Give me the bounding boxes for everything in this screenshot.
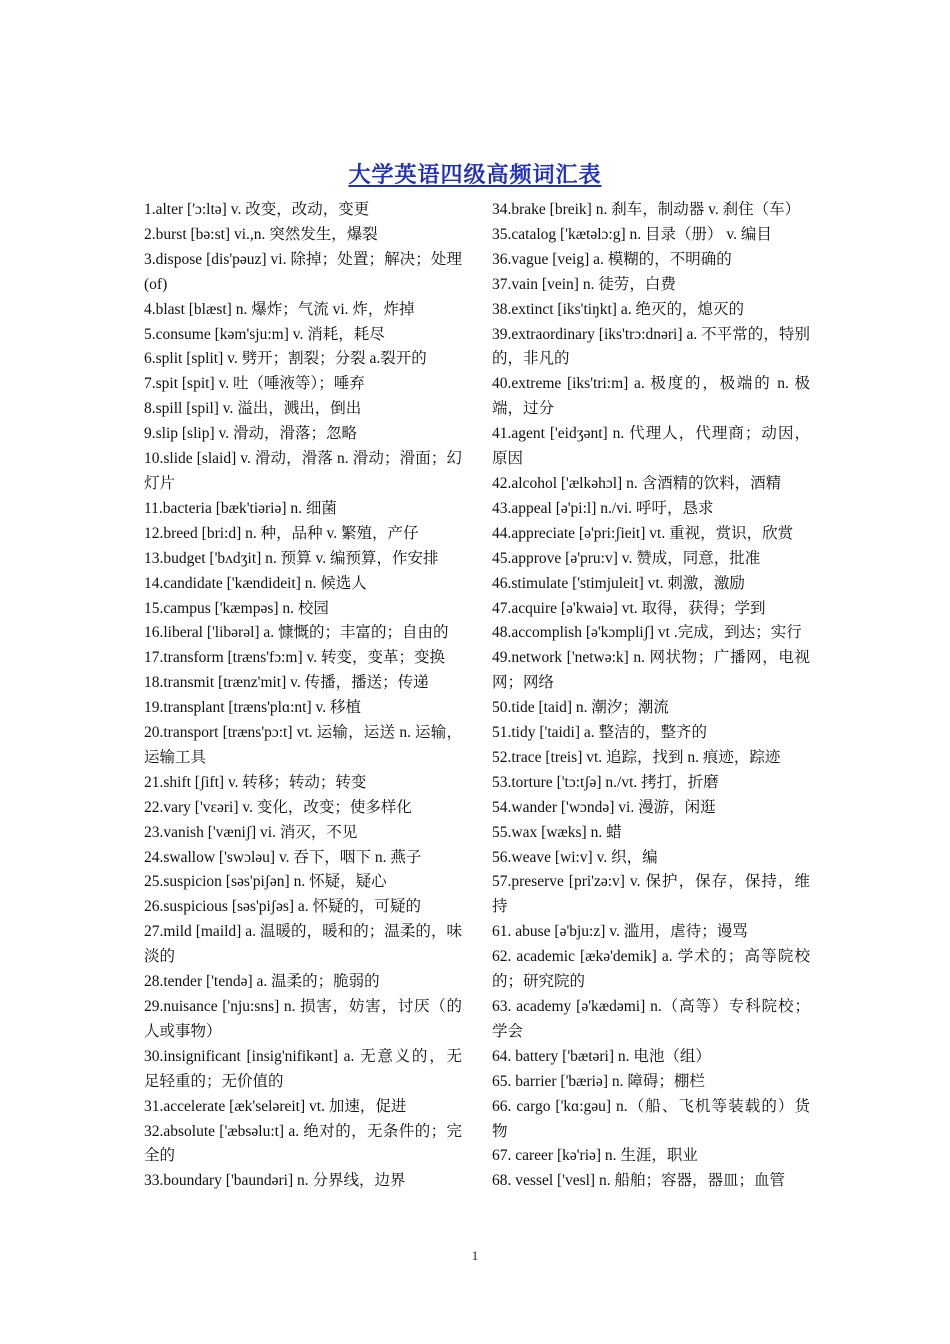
vocab-entry: 3.dispose [dis'pəuz] vi. 除掉；处置；解决；处理(of): [144, 250, 462, 293]
vocab-entry: 34.brake [breik] n. 刹车，制动器 v. 刹住（车）: [492, 201, 801, 218]
vocab-entry: 40.extreme [iks'tri:m] a. 极度的，极端的 n. 极端，过分: [492, 375, 810, 418]
vocab-entry: 57.preserve [pri'zə:v] v. 保护，保存，保持，维持: [492, 873, 810, 916]
vocab-entry: 33.boundary ['baundəri] n. 分界线，边界: [144, 1172, 406, 1190]
vocab-entry: 49.network ['netwə:k] n. 网状物；广播网，电视网；网络: [492, 649, 810, 692]
vocab-entry: 41.agent ['eidʒənt] n. 代理人，代理商；动因，原因: [492, 425, 810, 468]
vocab-entry: 68. vessel ['vesl] n. 船舶；容器，器皿；血管: [492, 1172, 785, 1190]
vocab-entry: 18.transmit [trænz'mit] v. 传播，播送；传递: [144, 674, 429, 692]
vocab-entry: 20.transport [træns'pɔ:t] vt. 运输，运送 n. 运输，运输工具: [144, 724, 462, 766]
vocab-entry: 16.liberal ['libərəl] a. 慷慨的；丰富的；自由的: [144, 624, 449, 642]
vocab-entry: 25.suspicion [səs'piʃən] n. 怀疑，疑心: [144, 873, 387, 891]
vocab-entry: 9.slip [slip] v. 滑动，滑落；忽略: [144, 425, 357, 443]
vocab-entry: 19.transplant [træns'plɑ:nt] v. 移植: [144, 699, 361, 717]
vocab-entry: 8.spill [spil] v. 溢出，溅出，倒出: [144, 400, 362, 418]
vocab-entry: 26.suspicious [səs'piʃəs] a. 怀疑的，可疑的: [144, 898, 422, 916]
vocab-entry: 63. academy [ə'kædəmi] n.（高等）专科院校；学会: [492, 998, 810, 1040]
vocab-entry: 50.tide [taid] n. 潮汐；潮流: [492, 699, 669, 717]
vocab-entry: 5.consume [kəm'sju:m] v. 消耗，耗尽: [144, 325, 385, 343]
document-title: 大学英语四级高频词汇表: [348, 162, 602, 187]
vocab-entry: 66. cargo ['kɑ:gəu] n.（船、飞机等装载的）货物: [492, 1097, 810, 1140]
vocab-entry: 47.acquire [ə'kwaiə] vt. 取得，获得；学到: [492, 599, 766, 617]
vocab-entry: 23.vanish ['væniʃ] vi. 消灭，不见: [144, 823, 358, 841]
vocab-entry: 28.tender ['tendə] a. 温柔的；脆弱的: [144, 973, 380, 991]
vocab-entry: 62. academic [ækə'demik] a. 学术的；高等院校的；研究院的: [492, 948, 810, 991]
vocab-entry: 54.wander ['wɔndə] vi. 漫游，闲逛: [492, 798, 716, 816]
vocab-entry: 39.extraordinary [iks'trɔ:dnəri] a. 不平常的，特别的，非凡的: [492, 325, 810, 368]
page-number: 1: [471, 1248, 479, 1263]
vocab-entry: 1.alter ['ɔ:ltə] v. 改变，改动，变更: [144, 201, 370, 218]
vocab-entry: 48.accomplish [ə'kɔmpliʃ] vt .完成，到达；实行: [492, 624, 802, 642]
vocab-entry: 11.bacteria [bæk'tiəriə] n. 细菌: [144, 499, 337, 517]
vocab-entry: 14.candidate ['kændideit] n. 候选人: [144, 574, 367, 592]
right-column: [492, 198, 810, 1194]
vocab-entry: 6.split [split] v. 劈开；割裂；分裂 a.裂开的: [144, 350, 427, 368]
left-column: [144, 198, 462, 1194]
vocab-entry: 17.transform [træns'fɔ:m] v. 转变，变革；变换: [144, 649, 445, 667]
vocab-entry: 30.insignificant [insig'nifikənt] a. 无意义的，无足轻重的；无价值的: [144, 1047, 462, 1090]
vocab-entry: 29.nuisance ['nju:sns] n. 损害，妨害，讨厌（的人或事物）: [144, 998, 462, 1040]
vocab-entry: 22.vary ['vɛəri] v. 变化，改变；使多样化: [144, 798, 412, 816]
vocab-entry: 31.accelerate [æk'seləreit] vt. 加速，促进: [144, 1097, 407, 1115]
vocab-entry: 46.stimulate ['stimjuleit] vt. 刺激，激励: [492, 574, 745, 592]
vocab-entry: 15.campus ['kæmpəs] n. 校园: [144, 599, 329, 617]
vocab-entry: 32.absolute ['æbsəlu:t] a. 绝对的，无条件的；完全的: [144, 1122, 462, 1165]
vocab-entry: 51.tidy ['taidi] a. 整洁的，整齐的: [492, 724, 708, 742]
vocab-entry: 42.alcohol ['ælkəhɔl] n. 含酒精的饮料，酒精: [492, 474, 782, 492]
vocab-entry: 53.torture ['tɔ:tʃə] n./vt. 拷打，折磨: [492, 773, 719, 791]
vocab-entry: 52.trace [treis] vt. 追踪，找到 n. 痕迹，踪迹: [492, 748, 781, 766]
vocab-entry: 43.appeal [ə'pi:l] n./vi. 呼吁，恳求: [492, 499, 714, 517]
vocab-entry: 44.appreciate [ə'pri:ʃieit] vt. 重视，赏识，欣赏: [492, 524, 794, 542]
vocab-entry: 27.mild [maild] a. 温暖的，暖和的；温柔的，味淡的: [144, 923, 462, 966]
vocab-entry: 35.catalog ['kætəlɔ:g] n. 目录（册） v. 编目: [492, 225, 772, 243]
vocab-entry: 36.vague [veig] a. 模糊的，不明确的: [492, 250, 732, 268]
vocab-entry: 12.breed [bri:d] n. 种，品种 v. 繁殖，产仔: [144, 524, 419, 542]
vocab-entry: 2.burst [bə:st] vi.,n. 突然发生，爆裂: [144, 225, 378, 243]
vocab-entry: 67. career [kə'riə] n. 生涯，职业: [492, 1147, 698, 1165]
vocab-entry: 24.swallow ['swɔləu] v. 吞下，咽下 n. 燕子: [144, 848, 422, 866]
vocab-entry: 21.shift [ʃift] v. 转移；转动；转变: [144, 773, 367, 791]
vocab-entry: 64. battery ['bætəri] n. 电池（组）: [492, 1047, 711, 1065]
vocab-entry: 61. abuse [ə'bju:z] v. 滥用，虐待；谩骂: [492, 923, 748, 941]
vocab-entry: 7.spit [spit] v. 吐（唾液等）；唾弃: [144, 375, 365, 393]
vocab-entry: 65. barrier ['bæriə] n. 障碍；棚栏: [492, 1072, 705, 1090]
vocab-entry: 13.budget ['bʌdʒit] n. 预算 v. 编预算，作安排: [144, 549, 439, 567]
vocab-entry: 56.weave [wi:v] v. 织，编: [492, 848, 658, 866]
vocab-entry: 37.vain [vein] n. 徒劳，白费: [492, 275, 676, 293]
vocab-entry: 10.slide [slaid] v. 滑动，滑落 n. 滑动；滑面；幻灯片: [144, 450, 462, 492]
vocab-entry: 38.extinct [iks'tiŋkt] a. 绝灭的，熄灭的: [492, 300, 744, 318]
vocab-entry: 45.approve [ə'pru:v] v. 赞成，同意，批准: [492, 549, 761, 567]
vocab-entry: 55.wax [wæks] n. 蜡: [492, 823, 622, 841]
vocab-entry: 4.blast [blæst] n. 爆炸；气流 vi. 炸，炸掉: [144, 300, 415, 318]
